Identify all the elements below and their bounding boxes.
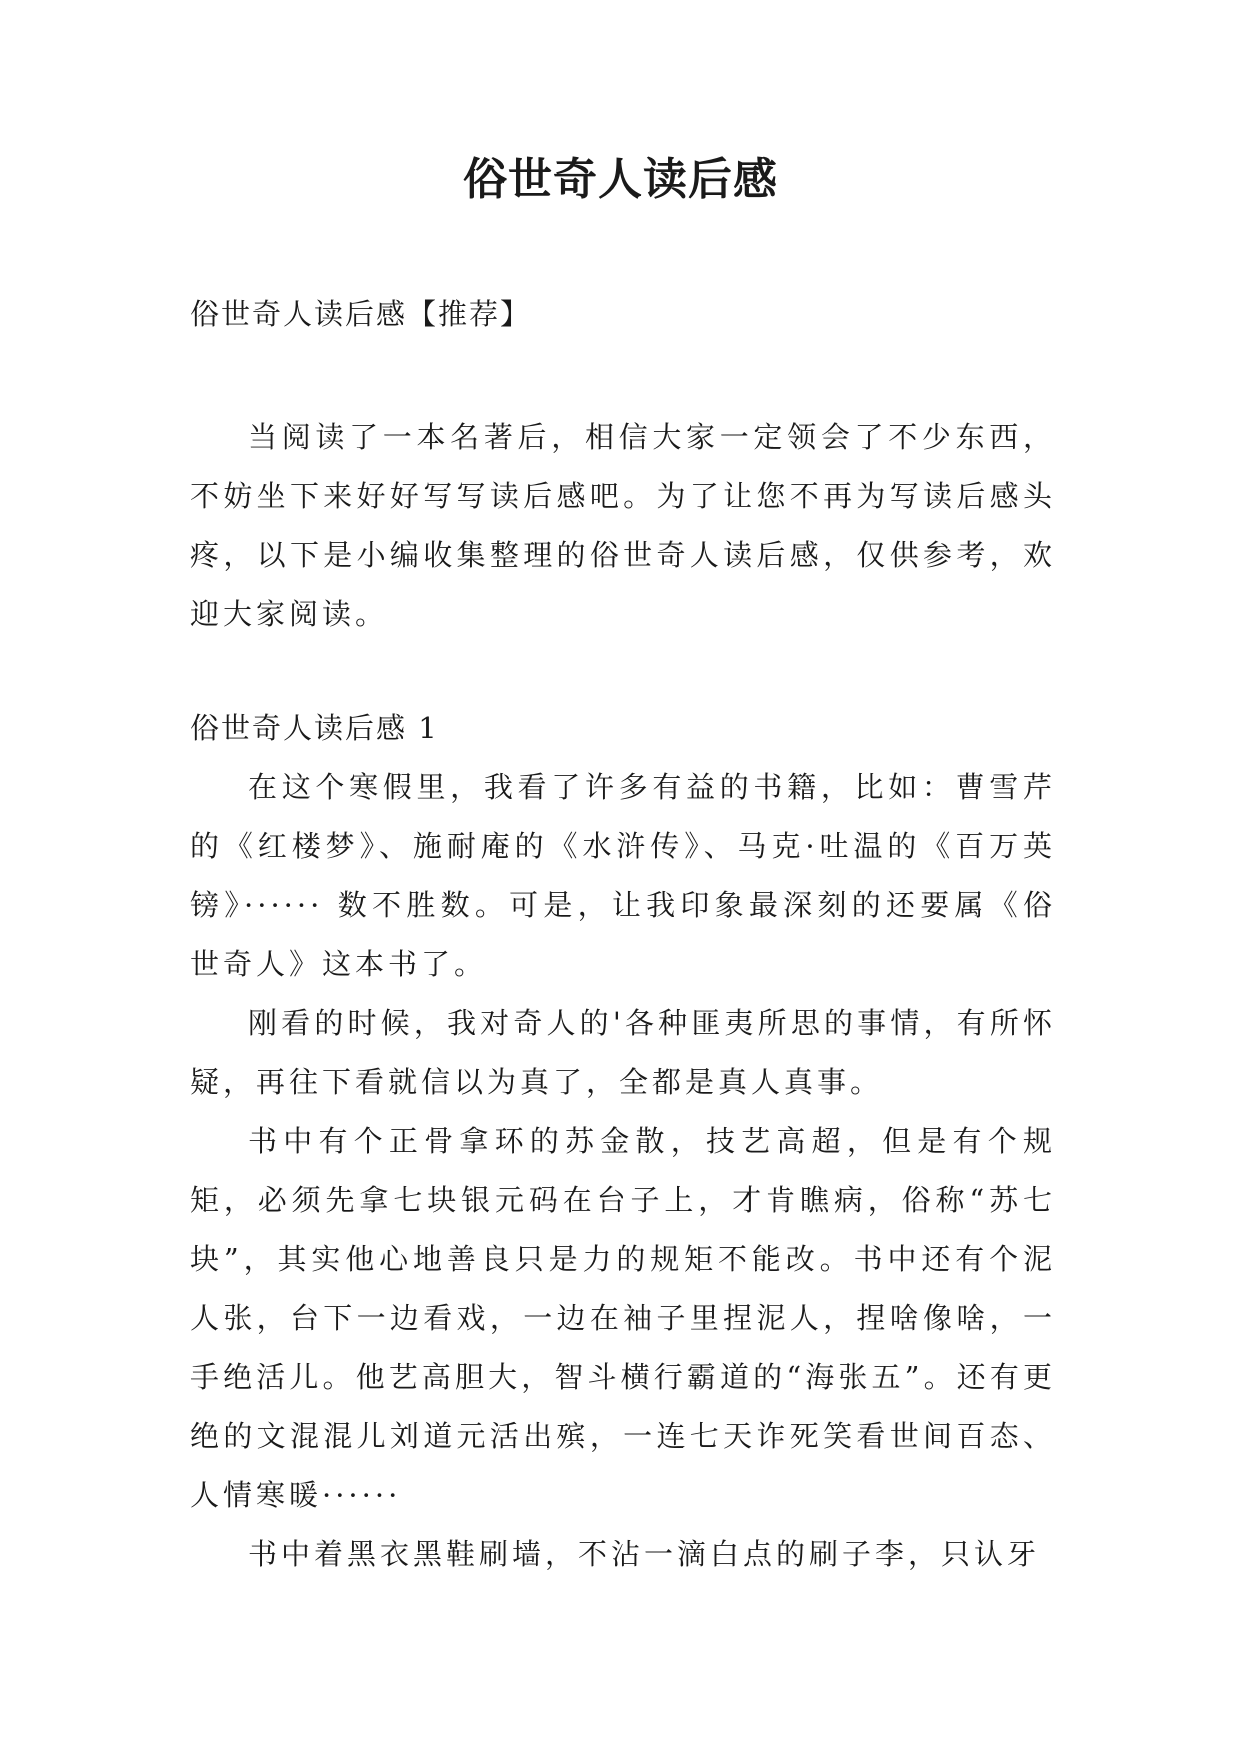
intro-paragraph: 当阅读了一本名著后，相信大家一定领会了不少东西，不妨坐下来好好写写读后感吧。为了让您不再为写读后感头疼，以下是小编收集整理的俗世奇人读后感，仅供参考，欢迎大家阅读。	[190, 420, 1056, 631]
essay-body	[190, 758, 1056, 1584]
section-heading: 俗世奇人读后感 1	[190, 711, 439, 745]
essay-paragraph: 刚看的时候，我对奇人的'各种匪夷所思的事情，有所怀疑，再往下看就信以为真了，全都是真人真事。	[190, 1006, 1056, 1099]
document-subtitle: 俗世奇人读后感【推荐】	[190, 297, 532, 331]
essay-paragraph: 书中有个正骨拿环的苏金散，技艺高超，但是有个规矩，必须先拿七块银元码在台子上，才肯瞧病，俗称“苏七块”，其实他心地善良只是力的规矩不能改。书中还有个泥人张，台下一边看戏，一边在袖子里捏泥人，捏啥像啥，一手绝活儿。他艺高胆大，智斗横行霸道的“海张五”。还有更绝的文混混儿刘道元活出殡，一连七天诈死笑看世间百态、人情寒暖······	[190, 1124, 1056, 1512]
essay-paragraph: 在这个寒假里，我看了许多有益的书籍，比如：曹雪芹的《红楼梦》、施耐庵的《水浒传》、马克·吐温的《百万英镑》······ 数不胜数。可是，让我印象最深刻的还要属《俗世奇人》这本书了。	[190, 770, 1056, 981]
document-title: 俗世奇人读后感	[463, 154, 778, 205]
essay-paragraph: 书中着黑衣黑鞋刷墙，不沾一滴白点的刷子李，只认牙	[248, 1537, 1041, 1571]
